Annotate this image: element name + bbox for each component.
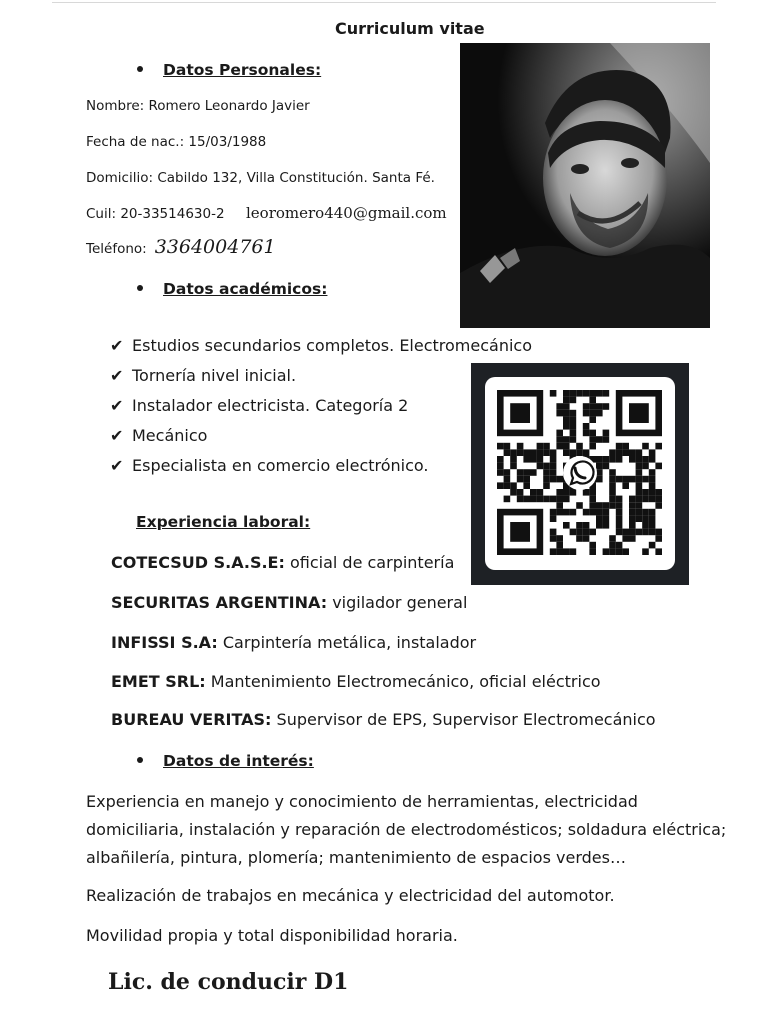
qr-module	[510, 456, 517, 463]
qr-module	[616, 522, 623, 529]
qr-module	[570, 489, 577, 496]
qr-module	[609, 456, 616, 463]
academic-item-text: Estudios secundarios completos. Electromecánico	[132, 336, 532, 355]
qr-module	[583, 410, 590, 417]
check-icon: ✔	[110, 426, 124, 445]
qr-module	[629, 502, 636, 509]
qr-module	[570, 390, 577, 397]
qr-module	[603, 502, 610, 509]
qr-module	[556, 443, 563, 450]
interest-paragraph: Experiencia en manejo y conocimiento de herramientas, electricidad domiciliaria, instalación y reparación de electrodomésticos; soldadura eléctrica; albañilería, pintura, plomería; mantenimiento de espacios verdes…	[86, 792, 727, 867]
personal-heading	[137, 61, 321, 79]
academic-item	[110, 336, 532, 355]
qr-module	[609, 548, 616, 555]
qr-module	[649, 509, 656, 516]
qr-module	[517, 469, 524, 476]
qr-module	[649, 469, 656, 476]
qr-module	[596, 476, 603, 483]
qr-module	[543, 443, 550, 450]
qr-code	[471, 363, 689, 585]
qr-module	[603, 515, 610, 522]
bullet-icon	[137, 66, 143, 72]
academic-item-text: Tornería nivel inicial.	[132, 366, 297, 385]
qr-module	[609, 542, 616, 549]
qr-module	[543, 463, 550, 470]
qr-module	[636, 456, 643, 463]
qr-module	[517, 476, 524, 483]
experience-item	[111, 593, 467, 612]
qr-module	[563, 489, 570, 496]
qr-module	[504, 449, 511, 456]
qr-module	[649, 476, 656, 483]
experience-item	[111, 672, 601, 691]
qr-module	[510, 449, 517, 456]
qr-module	[622, 449, 629, 456]
qr-module	[570, 449, 577, 456]
bullet-icon	[137, 757, 143, 763]
qr-module	[642, 476, 649, 483]
experience-role: vigilador general	[327, 593, 468, 612]
qr-module	[550, 476, 557, 483]
qr-module	[530, 449, 537, 456]
qr-module	[589, 436, 596, 443]
qr-module	[563, 410, 570, 417]
qr-module	[550, 548, 557, 555]
qr-module	[636, 529, 643, 536]
qr-module	[537, 489, 544, 496]
qr-module	[563, 423, 570, 430]
experience-role: Supervisor de EPS, Supervisor Electromecánico	[271, 710, 656, 729]
qr-module	[523, 496, 530, 503]
qr-module	[563, 548, 570, 555]
profile-photo-image	[460, 43, 710, 328]
qr-module	[523, 449, 530, 456]
qr-module	[589, 548, 596, 555]
qr-module	[629, 515, 636, 522]
qr-module	[609, 469, 616, 476]
qr-module	[629, 535, 636, 542]
qr-module	[622, 535, 629, 542]
qr-module	[556, 542, 563, 549]
qr-module	[517, 443, 524, 450]
qr-module	[550, 390, 557, 397]
experience-role: oficial de carpintería	[284, 553, 455, 572]
qr-module	[510, 463, 517, 470]
qr-module	[642, 489, 649, 496]
qr-module	[497, 482, 504, 489]
qr-module	[616, 443, 623, 450]
qr-module	[543, 476, 550, 483]
qr-module	[570, 529, 577, 536]
qr-module	[603, 548, 610, 555]
qr-module	[629, 496, 636, 503]
academic-item	[110, 426, 207, 445]
experience-item	[111, 553, 454, 572]
qr-module	[550, 456, 557, 463]
qr-module	[576, 390, 583, 397]
qr-module	[570, 509, 577, 516]
interest-heading	[137, 752, 314, 770]
qr-module	[616, 509, 623, 516]
qr-module	[655, 443, 662, 450]
qr-module	[576, 502, 583, 509]
qr-module	[556, 502, 563, 509]
qr-module	[504, 496, 511, 503]
qr-module	[649, 529, 656, 536]
qr-module	[563, 443, 570, 450]
qr-module	[589, 489, 596, 496]
phone-number: 3364004761	[154, 236, 276, 258]
qr-module	[556, 403, 563, 410]
academic-item	[110, 456, 429, 475]
qr-module	[603, 522, 610, 529]
qr-module	[543, 496, 550, 503]
academic-item	[110, 396, 408, 415]
qr-module	[550, 535, 557, 542]
qr-module	[616, 515, 623, 522]
experience-role: Carpintería metálica, instalador	[217, 633, 477, 652]
qr-module	[589, 443, 596, 450]
qr-module	[649, 489, 656, 496]
qr-module	[583, 489, 590, 496]
qr-module	[616, 456, 623, 463]
qr-module	[556, 548, 563, 555]
qr-module	[583, 449, 590, 456]
qr-module	[622, 548, 629, 555]
qr-module	[589, 502, 596, 509]
qr-module	[642, 496, 649, 503]
qr-module	[576, 535, 583, 542]
qr-module	[596, 456, 603, 463]
experience-item	[111, 710, 656, 729]
qr-module	[583, 535, 590, 542]
qr-module	[537, 463, 544, 470]
experience-company: BUREAU VERITAS:	[111, 710, 272, 729]
qr-module	[596, 522, 603, 529]
qr-code-icon	[485, 377, 675, 570]
qr-module	[616, 542, 623, 549]
qr-module	[603, 509, 610, 516]
qr-module	[629, 449, 636, 456]
qr-module	[616, 502, 623, 509]
qr-module	[655, 496, 662, 503]
academic-item	[110, 366, 296, 385]
experience-company: EMET SRL:	[111, 672, 206, 691]
qr-module	[530, 456, 537, 463]
qr-module	[642, 515, 649, 522]
qr-module	[649, 449, 656, 456]
qr-module	[537, 496, 544, 503]
qr-module	[649, 482, 656, 489]
qr-finder-center	[629, 403, 649, 423]
qr-module	[530, 489, 537, 496]
qr-module	[603, 430, 610, 437]
qr-module	[636, 509, 643, 516]
qr-module	[642, 529, 649, 536]
qr-module	[636, 449, 643, 456]
qr-module	[609, 502, 616, 509]
academic-heading	[137, 280, 327, 298]
qr-module	[576, 529, 583, 536]
qr-module	[596, 509, 603, 516]
qr-module	[556, 489, 563, 496]
qr-module	[589, 430, 596, 437]
qr-module	[589, 390, 596, 397]
qr-module	[543, 469, 550, 476]
qr-module	[629, 529, 636, 536]
qr-module	[583, 509, 590, 516]
check-icon: ✔	[110, 336, 124, 355]
qr-module	[530, 469, 537, 476]
qr-module	[583, 423, 590, 430]
personal-heading-text: Datos Personales	[163, 61, 315, 79]
experience-item	[111, 633, 476, 652]
qr-module	[636, 482, 643, 489]
qr-module	[550, 529, 557, 536]
qr-module	[636, 489, 643, 496]
qr-module	[497, 463, 504, 470]
bullet-icon	[137, 285, 143, 291]
qr-module	[510, 482, 517, 489]
qr-module	[504, 469, 511, 476]
qr-module	[616, 449, 623, 456]
qr-module	[570, 436, 577, 443]
qr-module	[523, 476, 530, 483]
experience-company: INFISSI S.A:	[111, 633, 218, 652]
qr-module	[576, 449, 583, 456]
interest-heading-text: Datos de interés:	[163, 752, 314, 770]
personal-name: Nombre: Romero Leonardo Javier	[86, 98, 310, 114]
qr-module	[570, 397, 577, 404]
qr-module	[655, 489, 662, 496]
qr-module	[537, 443, 544, 450]
qr-module	[649, 515, 656, 522]
qr-module	[543, 482, 550, 489]
qr-module	[563, 397, 570, 404]
interest-paragraph: Realización de trabajos en mecánica y electricidad del automotor.	[86, 886, 615, 905]
qr-module	[596, 410, 603, 417]
qr-module	[583, 529, 590, 536]
qr-module	[523, 469, 530, 476]
qr-module	[517, 449, 524, 456]
qr-module	[589, 529, 596, 536]
qr-module	[649, 542, 656, 549]
qr-module	[510, 489, 517, 496]
phone-label: Teléfono:	[86, 241, 147, 257]
profile-photo	[460, 43, 710, 328]
qr-module	[550, 463, 557, 470]
qr-module	[589, 410, 596, 417]
qr-module	[523, 482, 530, 489]
personal-email: leoromero440@gmail.com	[246, 204, 447, 222]
qr-module	[589, 509, 596, 516]
qr-module	[596, 403, 603, 410]
qr-module	[655, 463, 662, 470]
experience-heading: Experiencia laboral:	[136, 513, 311, 531]
experience-company: SECURITAS ARGENTINA:	[111, 593, 328, 612]
driver-license: Lic. de conducir D1	[108, 969, 349, 995]
qr-module	[504, 482, 511, 489]
qr-module	[642, 463, 649, 470]
qr-module	[563, 403, 570, 410]
qr-module	[570, 430, 577, 437]
qr-module	[576, 443, 583, 450]
qr-module	[563, 496, 570, 503]
qr-module	[589, 403, 596, 410]
qr-module	[636, 469, 643, 476]
qr-module	[629, 476, 636, 483]
qr-module	[556, 509, 563, 516]
qr-module	[543, 449, 550, 456]
qr-module	[609, 496, 616, 503]
qr-module	[616, 476, 623, 483]
top-rule	[52, 2, 716, 3]
qr-module	[622, 476, 629, 483]
qr-module	[596, 436, 603, 443]
qr-module	[655, 502, 662, 509]
qr-module	[655, 529, 662, 536]
qr-module	[622, 529, 629, 536]
qr-module	[556, 410, 563, 417]
qr-module	[583, 522, 590, 529]
check-icon: ✔	[110, 396, 124, 415]
qr-module	[570, 423, 577, 430]
qr-module	[563, 509, 570, 516]
qr-module	[550, 515, 557, 522]
qr-module	[537, 456, 544, 463]
qr-module	[583, 390, 590, 397]
qr-module	[596, 502, 603, 509]
qr-module	[649, 522, 656, 529]
qr-module	[596, 463, 603, 470]
qr-module	[616, 496, 623, 503]
qr-module	[629, 522, 636, 529]
qr-module	[642, 443, 649, 450]
qr-module	[609, 535, 616, 542]
qr-module	[603, 390, 610, 397]
qr-module	[609, 476, 616, 483]
qr-finder-center	[510, 522, 530, 542]
qr-module	[622, 482, 629, 489]
qr-module	[636, 463, 643, 470]
experience-company: COTECSUD S.A.S.E:	[111, 553, 285, 572]
qr-module	[504, 476, 511, 483]
qr-module	[589, 496, 596, 503]
qr-module	[570, 416, 577, 423]
qr-module	[550, 469, 557, 476]
qr-module	[589, 416, 596, 423]
qr-module	[649, 456, 656, 463]
check-icon: ✔	[110, 456, 124, 475]
qr-module	[609, 449, 616, 456]
qr-module	[636, 502, 643, 509]
personal-birth: Fecha de nac.: 15/03/1988	[86, 134, 267, 150]
qr-module	[570, 548, 577, 555]
qr-module	[636, 515, 643, 522]
qr-module	[589, 397, 596, 404]
qr-module	[596, 515, 603, 522]
qr-module	[642, 522, 649, 529]
qr-module	[589, 542, 596, 549]
qr-module	[530, 496, 537, 503]
academic-item-text: Mecánico	[132, 426, 208, 445]
qr-module	[550, 496, 557, 503]
qr-module	[609, 489, 616, 496]
qr-module	[563, 436, 570, 443]
qr-module	[517, 489, 524, 496]
qr-module	[570, 410, 577, 417]
qr-module	[556, 476, 563, 483]
qr-module	[550, 449, 557, 456]
qr-module	[556, 430, 563, 437]
qr-module	[497, 456, 504, 463]
qr-module	[629, 509, 636, 516]
qr-module	[497, 443, 504, 450]
qr-module	[563, 416, 570, 423]
academic-heading-text: Datos académicos:	[163, 280, 328, 298]
qr-module	[616, 548, 623, 555]
interest-paragraph: Movilidad propia y total disponibilidad horaria.	[86, 926, 458, 945]
qr-module	[523, 456, 530, 463]
qr-module	[563, 522, 570, 529]
qr-module	[504, 443, 511, 450]
qr-module	[642, 509, 649, 516]
qr-module	[563, 449, 570, 456]
qr-module	[556, 436, 563, 443]
qr-module	[563, 390, 570, 397]
qr-module	[603, 436, 610, 443]
qr-module	[583, 403, 590, 410]
qr-module	[583, 430, 590, 437]
qr-module	[655, 535, 662, 542]
personal-cuil: Cuil: 20-33514630-2	[86, 206, 225, 222]
qr-module	[576, 522, 583, 529]
personal-address: Domicilio: Cabildo 132, Villa Constitución. Santa Fé.	[86, 170, 435, 186]
qr-module	[636, 496, 643, 503]
qr-module	[550, 509, 557, 516]
qr-module	[616, 529, 623, 536]
qr-module	[609, 482, 616, 489]
qr-module	[642, 548, 649, 555]
academic-item-text: Especialista en comercio electrónico.	[132, 456, 429, 475]
document-title: Curriculum vitae	[335, 19, 485, 38]
experience-role: Mantenimiento Electromecánico, oficial eléctrico	[205, 672, 601, 691]
qr-module	[649, 496, 656, 503]
qr-module	[622, 443, 629, 450]
qr-module	[603, 403, 610, 410]
qr-module	[537, 449, 544, 456]
qr-module	[517, 496, 524, 503]
qr-module	[642, 456, 649, 463]
qr-code-card	[485, 377, 675, 570]
qr-module	[603, 463, 610, 470]
qr-module	[556, 496, 563, 503]
personal-phone-row	[86, 236, 276, 258]
personal-heading-colon: :	[314, 61, 322, 79]
academic-item-text: Instalador electricista. Categoría 2	[132, 396, 409, 415]
qr-module	[636, 476, 643, 483]
qr-module	[629, 456, 636, 463]
qr-module	[603, 456, 610, 463]
qr-module	[556, 535, 563, 542]
qr-module	[497, 469, 504, 476]
qr-finder-center	[510, 403, 530, 423]
check-icon: ✔	[110, 366, 124, 385]
qr-module	[655, 548, 662, 555]
qr-module	[596, 390, 603, 397]
